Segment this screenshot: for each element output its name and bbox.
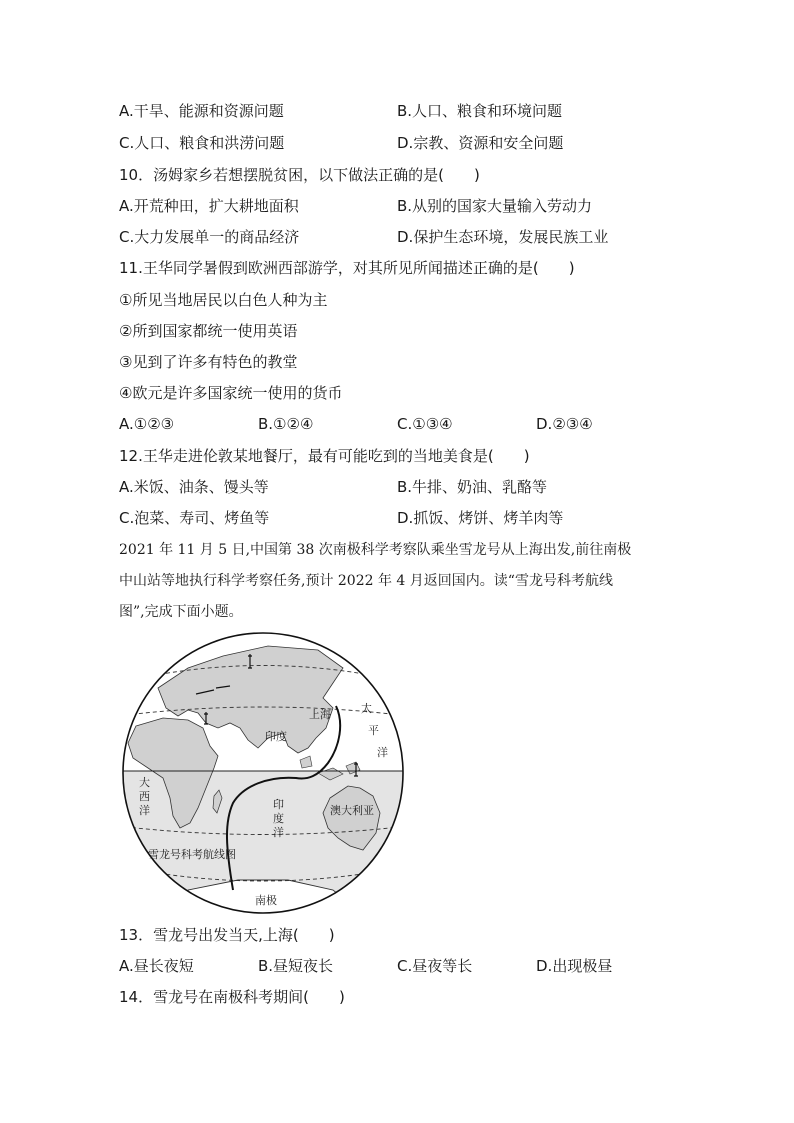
q9-option-d: D.宗教、资源和安全问题 [397, 134, 564, 152]
q11-statement-3: ③见到了许多有特色的教堂 [119, 353, 298, 371]
label-australia: 澳大利亚 [330, 804, 374, 817]
xuelong-route-map [118, 628, 408, 918]
label-indian-3: 洋 [273, 826, 284, 839]
q12-option-a: A.米饭、油条、馒头等 [119, 478, 269, 496]
label-indian-2: 度 [273, 812, 284, 825]
q13-option-b: B.昼短夜长 [258, 957, 334, 975]
q12-option-d: D.抓饭、烤饼、烤羊肉等 [397, 509, 564, 527]
q14-stem: 14．雪龙号在南极科考期间( ) [119, 988, 345, 1006]
q9-option-b: B.人口、粮食和环境问题 [397, 102, 563, 120]
q9-option-a: A.干旱、能源和资源问题 [119, 102, 284, 120]
passage-line-2: 中山站等地执行科学考察任务,预计 2022 年 4 月返回国内。读“雪龙号科考航线 [119, 573, 613, 589]
q10-option-d: D.保护生态环境，发展民族工业 [397, 228, 609, 246]
label-pacific-2: 平 [368, 724, 379, 737]
label-indian-1: 印 [273, 798, 284, 811]
label-shanghai: 上海 [309, 708, 331, 721]
q10-stem: 10．汤姆家乡若想摆脱贫困，以下做法正确的是( ) [119, 166, 480, 184]
q12-option-b: B.牛排、奶油、乳酪等 [397, 478, 548, 496]
q12-option-c: C.泡菜、寿司、烤鱼等 [119, 509, 270, 527]
q13-option-c: C.昼夜等长 [397, 957, 473, 975]
q9-option-c: C.人口、粮食和洪涝问题 [119, 134, 285, 152]
q10-option-c: C.大力发展单一的商品经济 [119, 228, 300, 246]
q11-statement-1: ①所见当地居民以白色人种为主 [119, 291, 328, 309]
q11-option-c: C.①③④ [397, 415, 453, 433]
passage-line-1: 2021 年 11 月 5 日,中国第 38 次南极科学考察队乘坐雪龙号从上海出发,前往南极 [119, 542, 632, 558]
q10-option-a: A.开荒种田，扩大耕地面积 [119, 197, 299, 215]
q11-statement-4: ④欧元是许多国家统一使用的货币 [119, 384, 343, 402]
label-india: 印度 [265, 730, 287, 743]
label-atlantic-1: 大 [139, 776, 150, 789]
q11-option-b: B.①②④ [258, 415, 314, 433]
label-pacific-1: 太 [361, 702, 372, 715]
q13-option-d: D.出现极昼 [536, 957, 613, 975]
q13-option-a: A.昼长夜短 [119, 957, 194, 975]
q11-stem: 11.王华同学暑假到欧洲西部游学，对其所见所闻描述正确的是( ) [119, 259, 575, 277]
q10-option-b: B.从别的国家大量输入劳动力 [397, 197, 593, 215]
q13-stem: 13．雪龙号出发当天,上海( ) [119, 926, 335, 944]
q11-statement-2: ②所到国家都统一使用英语 [119, 322, 298, 340]
q12-stem: 12.王华走进伦敦某地餐厅，最有可能吃到的当地美食是( ) [119, 447, 530, 465]
q11-option-a: A.①②③ [119, 415, 175, 433]
passage-line-3: 图”,完成下面小题。 [119, 604, 243, 620]
label-antarctica: 南极 [255, 894, 277, 907]
label-pacific-3: 洋 [377, 746, 388, 759]
label-atlantic-3: 洋 [139, 804, 150, 817]
map-caption: 雪龙号科考航线图 [148, 848, 236, 861]
q11-option-d: D.②③④ [536, 415, 593, 433]
label-atlantic-2: 西 [139, 790, 150, 803]
